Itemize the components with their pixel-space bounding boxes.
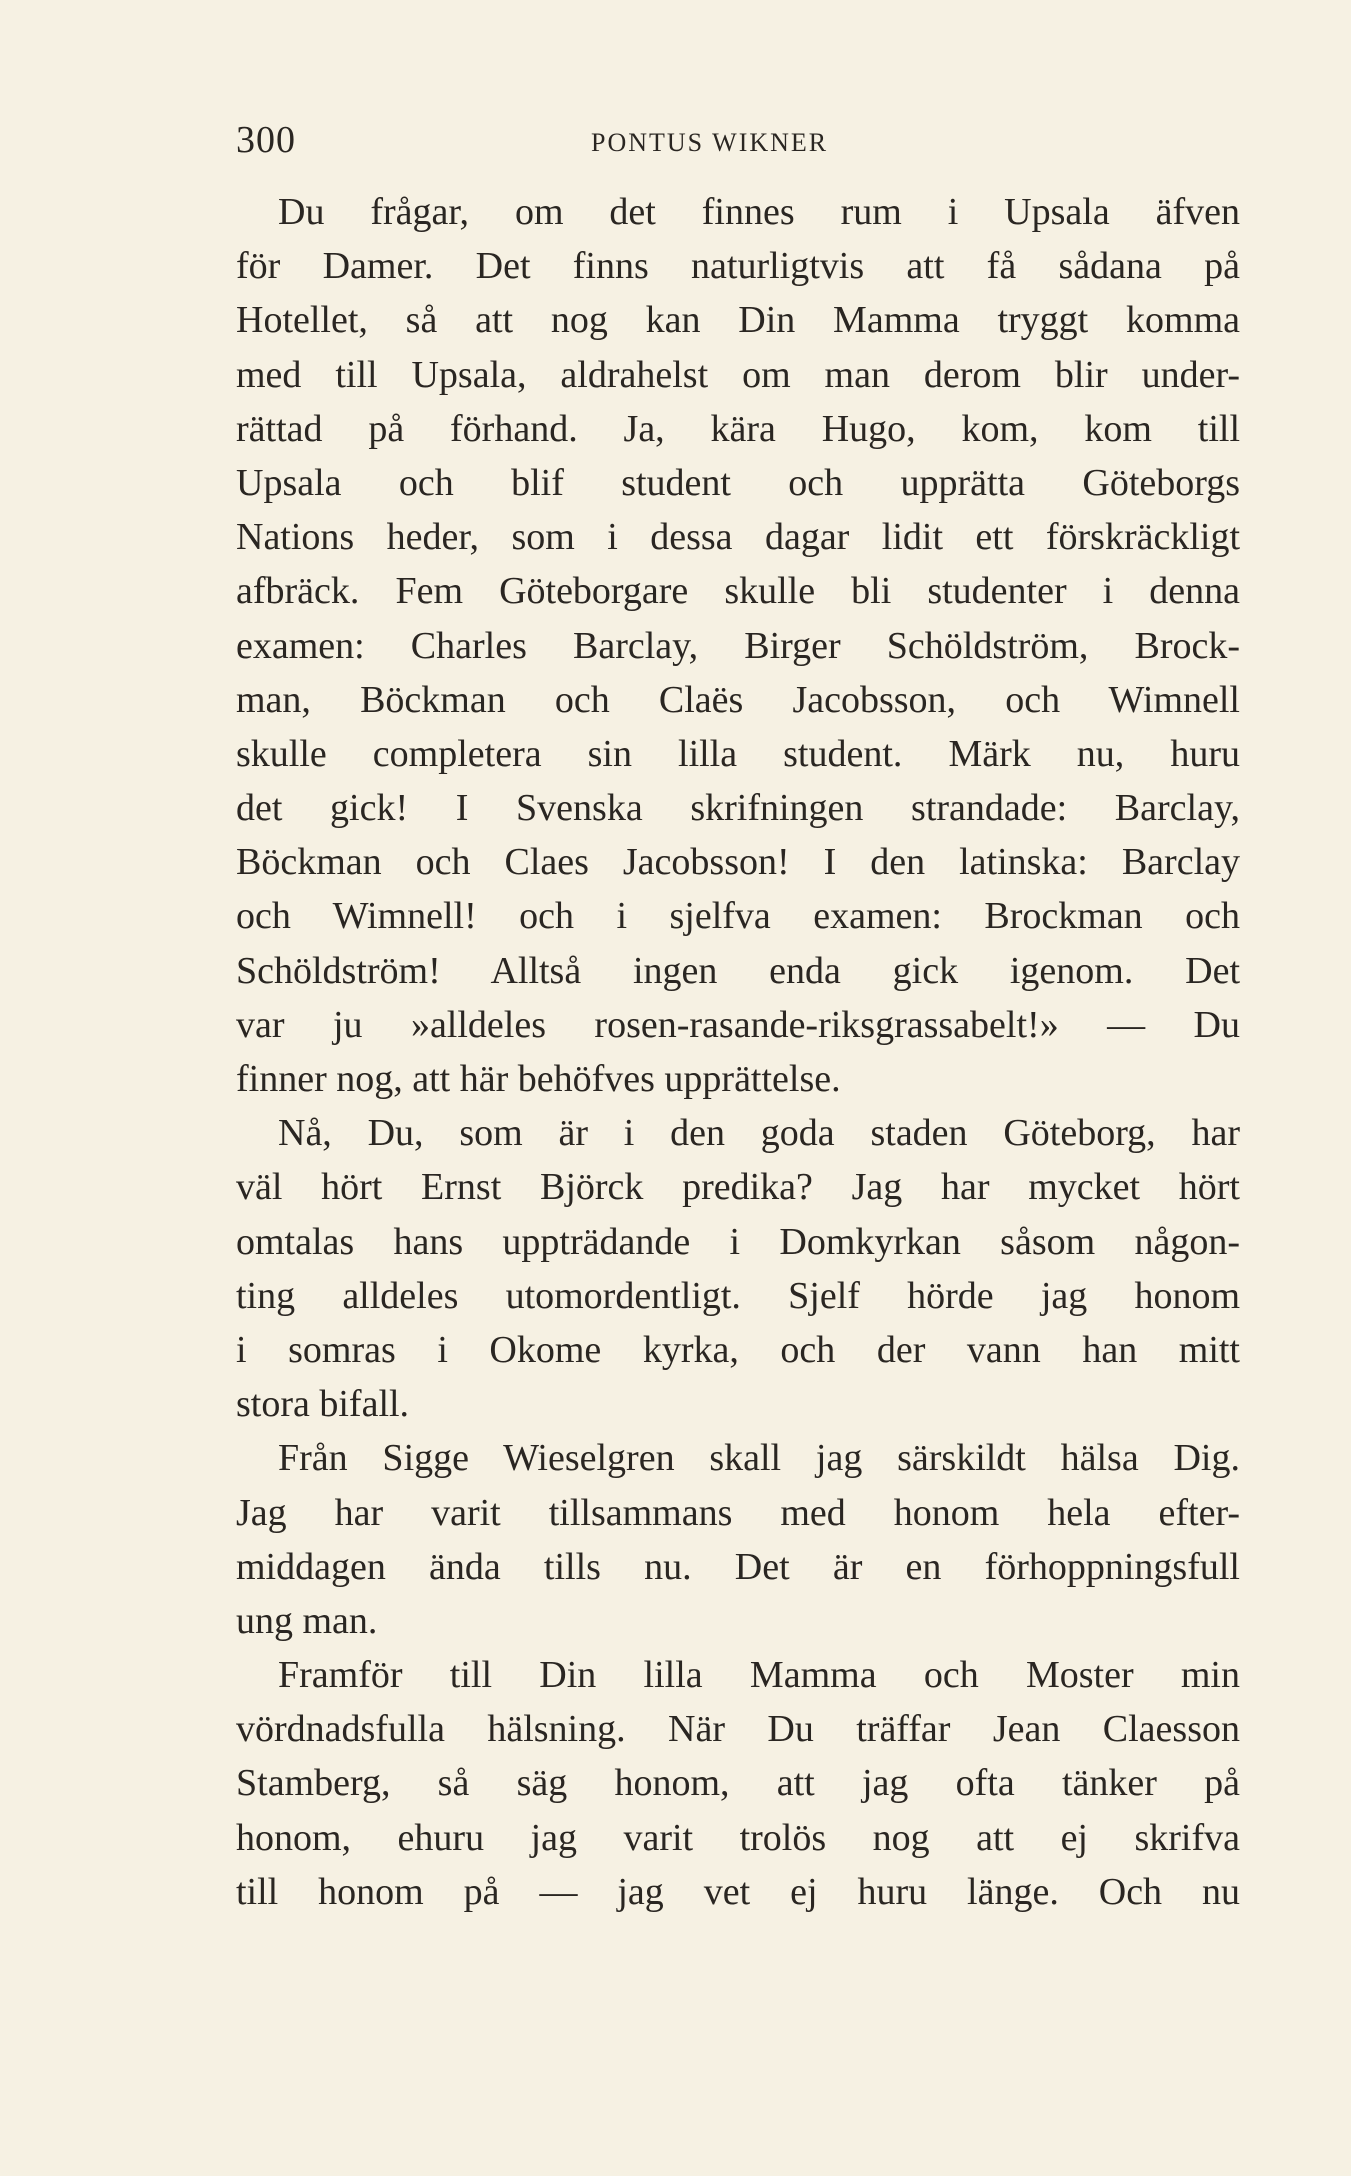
text-line: Böckman och Claes Jacobsson! I den latinska: Barclay	[236, 841, 1240, 884]
text-line: Framför till Din lilla Mamma och Moster min	[278, 1654, 1240, 1697]
text-line: var ju »alldeles rosen-rasande-riksgrassabelt!» — Du	[236, 1003, 1240, 1046]
text-line: man, Böckman och Claës Jacobsson, och Wimnell	[236, 678, 1240, 721]
text-line: det gick! I Svenska skrifningen strandade: Barclay,	[236, 787, 1240, 830]
text-line: i somras i Okome kyrka, och der vann han mitt	[236, 1328, 1240, 1371]
text-line: med till Upsala, aldrahelst om man derom blir under-	[236, 353, 1240, 396]
text-line: afbräck. Fem Göteborgare skulle bli studenter i denna	[236, 570, 1240, 613]
text-line: Hotellet, så att nog kan Din Mamma tryggt komma	[236, 299, 1240, 342]
body-text	[236, 185, 1240, 1919]
text-line: Nations heder, som i dessa dagar lidit ett förskräckligt	[236, 516, 1240, 559]
text-line: Du frågar, om det finnes rum i Upsala äfven	[278, 191, 1240, 233]
text-line: för Damer. Det finns naturligtvis att få sådana på	[236, 245, 1240, 288]
text-line: Upsala och blif student och upprätta Göteborgs	[236, 461, 1240, 504]
text-line: väl hört Ernst Björck predika? Jag har mycket hört	[236, 1166, 1240, 1209]
text-line: Schöldström! Alltså ingen enda gick igenom. Det	[236, 949, 1240, 992]
text-line: omtalas hans uppträdande i Domkyrkan såsom någon-	[236, 1220, 1240, 1263]
text-line: honom, ehuru jag varit trolös nog att ej skrifva	[236, 1816, 1240, 1859]
text-line: till honom på — jag vet ej huru länge. Och nu	[236, 1870, 1240, 1913]
text-line: ting alldeles utomordentligt. Sjelf hörde jag honom	[236, 1274, 1240, 1317]
text-line: stora bifall.	[236, 1383, 410, 1426]
text-line: Från Sigge Wieselgren skall jag särskildt hälsa Dig.	[278, 1437, 1240, 1480]
text-line: finner nog, att här behöfves upprättelse.	[236, 1058, 841, 1100]
text-line: Stamberg, så säg honom, att jag ofta tänker på	[236, 1762, 1240, 1805]
text-line: vördnadsfulla hälsning. När Du träffar Jean Claesson	[236, 1708, 1240, 1751]
running-head	[236, 118, 1236, 168]
text-line: skulle completera sin lilla student. Märk nu, huru	[236, 732, 1240, 775]
text-line: Nå, Du, som är i den goda staden Göteborg, har	[278, 1112, 1240, 1155]
running-head-author: PONTUS WIKNER	[591, 128, 829, 157]
text-line: rättad på förhand. Ja, kära Hugo, kom, kom till	[236, 407, 1240, 450]
text-line: middagen ända tills nu. Det är en förhoppningsfull	[236, 1545, 1240, 1588]
text-line: och Wimnell! och i sjelfva examen: Brockman och	[236, 895, 1240, 938]
text-line: ung man.	[236, 1599, 378, 1642]
page-number: 300	[236, 119, 296, 161]
text-line: Jag har varit tillsammans med honom hela efter-	[236, 1491, 1240, 1534]
text-line: examen: Charles Barclay, Birger Schöldström, Brock-	[236, 624, 1240, 667]
